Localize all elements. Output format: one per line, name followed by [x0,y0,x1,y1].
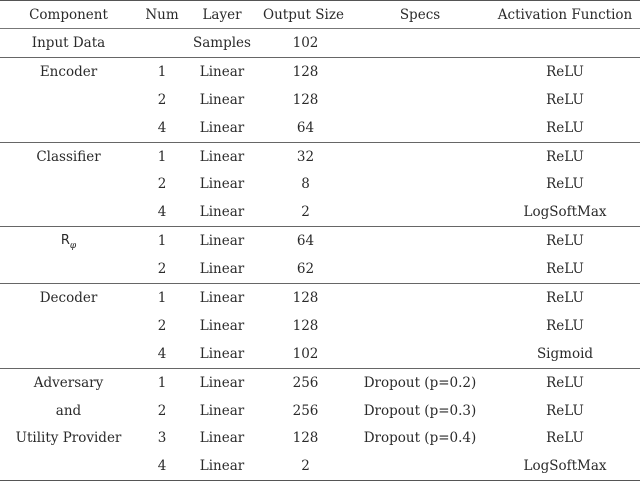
header-layer: Layer [187,1,257,29]
specs-cell [350,198,490,226]
activation-cell: ReLU [490,255,640,283]
header-component: Component [0,1,137,29]
activation-cell: ReLU [546,430,584,447]
r-phi-symbol: R [60,232,70,248]
input-data-row [0,29,640,58]
specs-cell [350,170,490,198]
activation-cell: ReLU [546,176,584,193]
num-cell: 2 [157,91,167,108]
component-cell: Adversary [33,374,104,391]
num-cell: 4 [137,198,187,226]
output-cell: 64 [296,233,315,250]
component-cell: Input Data [0,29,137,58]
component-cell: Utility Provider [15,430,122,447]
component-cell: Decoder [39,289,98,306]
num-cell: 1 [157,233,167,250]
output-cell: 64 [257,114,350,142]
activation-cell: ReLU [546,289,584,306]
header-num: Num [137,1,187,29]
table-row [0,312,640,340]
specs-cell [350,227,490,255]
layer-cell: Linear [199,63,245,80]
table-row [0,227,640,255]
output-cell: 62 [257,255,350,283]
specs-cell [350,86,490,114]
table-row [0,198,640,226]
output-cell: 128 [292,430,319,447]
table-row [0,142,640,170]
num-cell: 1 [157,374,167,391]
specs-cell [350,340,490,368]
layer-cell: Linear [199,430,245,447]
layer-cell: Linear [199,374,245,391]
table-row [0,114,640,142]
component-cell [0,114,137,142]
layer-cell: Linear [199,233,245,250]
specs-cell [350,284,490,312]
specs-cell: Dropout (p=0.2) [363,374,477,391]
table-row [0,452,640,480]
layer-cell: Samples [187,29,257,58]
layer-cell: Linear [199,176,245,193]
num-cell: 4 [137,340,187,368]
specs-cell [350,452,490,480]
activation-cell: LogSoftMax [490,198,640,226]
layer-cell: Linear [187,198,257,226]
num-cell: 2 [137,255,187,283]
header-row [0,1,640,29]
output-cell: 32 [296,148,315,165]
layer-cell: Linear [187,114,257,142]
activation-cell: LogSoftMax [490,452,640,480]
component-cell [0,227,137,255]
output-cell: 2 [257,198,350,226]
component-cell: Encoder [39,63,98,80]
output-cell: 102 [257,29,350,58]
output-cell: 102 [257,340,350,368]
layer-cell: Linear [199,402,245,419]
specs-cell [350,57,490,85]
component-cell [0,170,137,198]
activation-cell: ReLU [546,63,584,80]
num-cell [137,29,187,58]
header-output-size: Output Size [257,1,350,29]
num-cell: 1 [157,289,167,306]
output-cell: 128 [292,289,319,306]
component-cell [0,198,137,226]
num-cell: 2 [157,402,167,419]
table-row [0,170,640,198]
activation-cell: Sigmoid [490,340,640,368]
activation-cell: ReLU [546,91,584,108]
layer-cell: Linear [199,289,245,306]
num-cell: 1 [157,148,167,165]
specs-cell [350,255,490,283]
component-cell [0,452,137,480]
specs-cell [350,29,490,58]
num-cell: 2 [157,317,167,334]
header-specs: Specs [350,1,490,29]
output-cell: 256 [292,402,319,419]
phi-subscript: φ [69,240,77,251]
component-cell: Classifier [36,148,101,165]
specs-cell: Dropout (p=0.4) [363,430,477,447]
specs-cell: Dropout (p=0.3) [363,402,477,419]
output-cell: 2 [257,452,350,480]
output-cell: 128 [292,317,319,334]
activation-cell: ReLU [490,114,640,142]
layer-cell: Linear [199,148,245,165]
layer-cell: Linear [187,255,257,283]
header-activation: Activation Function [490,1,640,29]
activation-cell: ReLU [546,402,584,419]
activation-cell: ReLU [546,148,584,165]
table-row [0,340,640,368]
specs-cell [350,312,490,340]
num-cell: 2 [157,176,167,193]
num-cell: 4 [137,452,187,480]
component-cell [0,312,137,340]
activation-cell: ReLU [546,233,584,250]
table-row [0,397,640,425]
specs-cell [350,114,490,142]
activation-cell: ReLU [546,317,584,334]
table-row [0,57,640,85]
component-cell [0,255,137,283]
num-cell: 3 [157,430,167,447]
output-cell: 8 [301,176,310,193]
table-row [0,86,640,114]
num-cell: 1 [157,63,167,80]
output-cell: 128 [292,63,319,80]
component-cell [0,340,137,368]
layer-cell: Linear [199,91,245,108]
activation-cell: ReLU [546,374,584,391]
layer-cell: Linear [199,317,245,334]
table-row [0,424,640,452]
num-cell: 4 [137,114,187,142]
output-cell: 128 [292,91,319,108]
table-row [0,368,640,396]
output-cell: 256 [292,374,319,391]
specs-cell [350,142,490,170]
table-row [0,284,640,312]
component-cell: and [55,402,82,419]
table-row [0,255,640,283]
component-cell [0,86,137,114]
activation-cell [490,29,640,58]
layer-cell: Linear [187,452,257,480]
layer-cell: Linear [187,340,257,368]
